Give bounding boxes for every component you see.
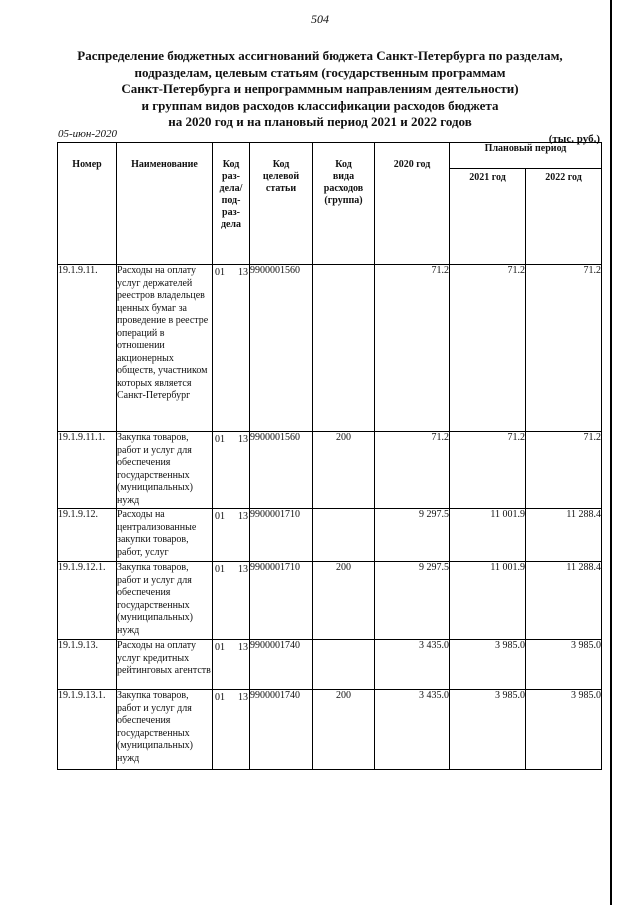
row-section	[213, 265, 250, 432]
row-name: Закупка товаров, работ и услуг для обеспечения государственных (муниципальных) нужд	[117, 562, 213, 640]
row-value-2020: 71.2	[375, 265, 450, 432]
row-value-2021: 71.2	[450, 432, 526, 509]
row-type	[313, 640, 375, 690]
row-number: 19.1.9.12.	[58, 509, 117, 562]
row-target: 9900001740	[250, 640, 313, 690]
row-subsection-code: 13	[238, 564, 248, 575]
row-value-2021: 11 001.9	[450, 562, 526, 640]
header-2020: 2020 год	[375, 143, 450, 265]
title-line: подразделам, целевым статьям (государственным программам	[134, 64, 506, 80]
header-row	[58, 143, 602, 169]
row-value-2022: 71.2	[526, 432, 602, 509]
row-section	[213, 690, 250, 770]
page-edge-rule	[610, 0, 612, 905]
header-target	[250, 143, 313, 265]
row-type	[313, 509, 375, 562]
header-2021: 2021 год	[450, 169, 526, 265]
page-number: 504	[311, 12, 329, 26]
row-subsection-code: 13	[238, 434, 248, 445]
row-value-2022: 11 288.4	[526, 562, 602, 640]
row-value-2021: 11 001.9	[450, 509, 526, 562]
row-value-2022: 3 985.0	[526, 690, 602, 770]
header-section-line: Код	[222, 159, 240, 170]
header-section	[213, 143, 250, 265]
row-section	[213, 640, 250, 690]
header-target-line: целевой	[262, 171, 300, 182]
row-section-code: 01	[215, 642, 225, 653]
row-value-2021: 3 985.0	[450, 690, 526, 770]
header-section-line: под-	[221, 195, 241, 206]
row-number: 19.1.9.11.1.	[58, 432, 117, 509]
row-number: 19.1.9.12.1.	[58, 562, 117, 640]
document-date: 05-июн-2020	[58, 128, 118, 140]
row-name: Закупка товаров, работ и услуг для обеспечения государственных (муниципальных) нужд	[117, 690, 213, 770]
row-value-2020: 9 297.5	[375, 509, 450, 562]
row-value-2022: 71.2	[526, 265, 602, 432]
table-row	[58, 509, 602, 562]
row-name: Расходы на оплату услуг держателей реестров владельцев ценных бумаг за проведение в реестре операций в отношении акционерных обществ, участником которых является Санкт-Петербург	[117, 265, 213, 432]
row-subsection-code: 13	[238, 692, 248, 703]
row-section	[213, 509, 250, 562]
row-section-code: 01	[215, 564, 225, 575]
header-section-line: раз-	[222, 171, 240, 182]
title-line: Распределение бюджетных ассигнований бюджета Санкт-Петербурга по разделам,	[77, 48, 563, 63]
row-target: 9900001710	[250, 509, 313, 562]
table-row	[58, 562, 602, 640]
document-title	[30, 48, 610, 131]
row-target: 9900001710	[250, 562, 313, 640]
row-value-2020: 3 435.0	[375, 640, 450, 690]
row-type: 200	[313, 562, 375, 640]
row-section-code: 01	[215, 692, 225, 703]
header-type-line: расходов	[323, 183, 364, 194]
header-type-line: Код	[335, 159, 352, 170]
table-row	[58, 265, 602, 432]
row-target: 9900001560	[250, 432, 313, 509]
row-number: 19.1.9.13.	[58, 640, 117, 690]
row-value-2022: 11 288.4	[526, 509, 602, 562]
header-type-line: вида	[332, 171, 355, 182]
row-value-2021: 71.2	[450, 265, 526, 432]
header-section-line: дела	[220, 219, 242, 230]
row-target: 9900001740	[250, 690, 313, 770]
title-line: Санкт-Петербурга и непрограммным направлениям деятельности)	[121, 81, 519, 96]
row-target: 9900001560	[250, 265, 313, 432]
row-name: Расходы на оплату услуг кредитных рейтинговых агентств	[117, 640, 213, 690]
row-section-code: 01	[215, 267, 225, 278]
title-line: и группам видов расходов классификации расходов бюджета	[141, 97, 499, 113]
row-value-2021: 3 985.0	[450, 640, 526, 690]
header-section-line: раз-	[222, 207, 240, 218]
row-name: Закупка товаров, работ и услуг для обеспечения государственных (муниципальных) нужд	[117, 432, 213, 509]
row-section-code: 01	[215, 511, 225, 522]
row-section-code: 01	[215, 434, 225, 445]
row-type: 200	[313, 690, 375, 770]
row-number: 19.1.9.11.	[58, 265, 117, 432]
title-line: на 2020 год и на плановый период 2021 и 2022 годов	[168, 114, 472, 129]
header-type-line: (группа)	[324, 195, 363, 206]
row-type: 200	[313, 432, 375, 509]
row-subsection-code: 13	[238, 642, 248, 653]
row-type	[313, 265, 375, 432]
header-section-line: дела/	[219, 183, 243, 194]
row-subsection-code: 13	[238, 511, 248, 522]
header-name: Наименование	[117, 143, 213, 265]
header-planned-period: Плановый период	[450, 143, 602, 169]
units-label: (тыс. руб.)	[548, 133, 600, 145]
table-row	[58, 432, 602, 509]
row-value-2022: 3 985.0	[526, 640, 602, 690]
row-value-2020: 3 435.0	[375, 690, 450, 770]
budget-table	[57, 142, 602, 770]
row-subsection-code: 13	[238, 267, 248, 278]
header-target-line: статьи	[265, 183, 297, 194]
row-section	[213, 432, 250, 509]
header-number: Номер	[58, 143, 117, 265]
table-row	[58, 690, 602, 770]
header-type	[313, 143, 375, 265]
row-section	[213, 562, 250, 640]
row-value-2020: 71.2	[375, 432, 450, 509]
row-value-2020: 9 297.5	[375, 562, 450, 640]
table-row	[58, 640, 602, 690]
header-target-line: Код	[272, 159, 290, 170]
row-name: Расходы на централизованные закупки товаров, работ, услуг	[117, 509, 213, 562]
header-2022: 2022 год	[526, 169, 602, 265]
row-number: 19.1.9.13.1.	[58, 690, 117, 770]
